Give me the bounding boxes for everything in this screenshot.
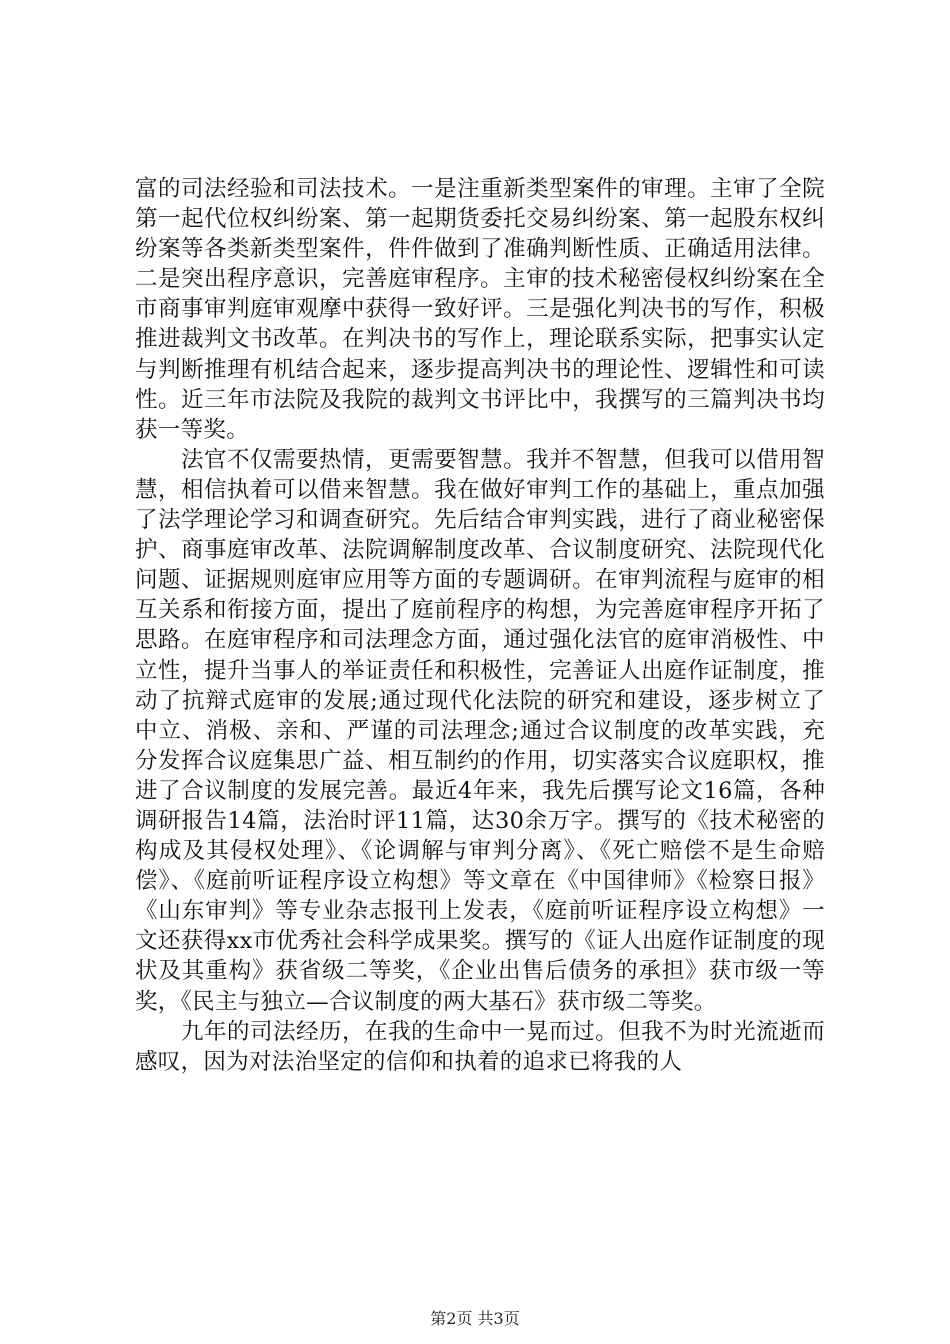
paragraph-continued: 富的司法经验和司法技术。一是注重新类型案件的审理。主审了全院第一起代位权纠纷案、第一起期货委托交易纠纷案、第一起股东权纠纷案等各类新类型案件，件件做到了准确判断性质、正确适用法律。二是突出程序意识，完善庭审程序。主审的技术秘密侵权纠纷案在全市商事审判庭审观摩中获得一致好评。三是强化判决书的写作，积极推进裁判文书改革。在判决书的写作上，理论联系实际，把事实认定与判断推理有机结合起来，逐步提高判决书的理论性、逻辑性和可读性。近三年市法院及我院的裁判文书评比中，我撰写的三篇判决书均获一等奖。 xyxy=(135,176,825,443)
page-number-footer: 第2页 共3页 xyxy=(430,1309,520,1328)
document-body xyxy=(135,174,825,1077)
paragraph-reflection: 九年的司法经历，在我的生命中一晃而过。但我不为时光流逝而感叹，因为对法治坚定的信仰和执着的追求已将我的人 xyxy=(135,1018,825,1075)
paragraph-research: 法官不仅需要热情，更需要智慧。我并不智慧，但我可以借用智慧，相信执着可以借来智慧。我在做好审判工作的基础上，重点加强了法学理论学习和调查研究。先后结合审判实践，进行了商业秘密保护、商事庭审改革、法院调解制度改革、合议制度研究、法院现代化问题、证据规则庭审应用等方面的专题调研。在审判流程与庭审的相互关系和衔接方面，提出了庭前程序的构想，为完善庭审程序开拓了思路。在庭审程序和司法理念方面，通过强化法官的庭审消极性、中立性，提升当事人的举证责任和积极性，完善证人出庭作证制度，推动了抗辩式庭审的发展;通过现代化法院的研究和建设，逐步树立了中立、消极、亲和、严谨的司法理念;通过合议制度的改革实践，充分发挥合议庭集思广益、相互制约的作用，切实落实合议庭职权，推进了合议制度的发展完善。最近4年来，我先后撰写论文16篇，各种调研报告14篇，法治时评11篇，达30余万字。撰写的《技术秘密的构成及其侵权处理》、《论调解与审判分离》、《死亡赔偿不是生命赔偿》、《庭前听证程序设立构想》等文章在《中国律师》《检察日报》《山东审判》等专业杂志报刊上发表，《庭前听证程序设立构想》一文还获得xx市优秀社会科学成果奖。撰写的《证人出庭作证制度的现状及其重构》获省级二等奖，《企业出售后债务的承担》获市级一等奖，《民主与独立—合议制度的两大基石》获市级二等奖。 xyxy=(135,446,825,1015)
